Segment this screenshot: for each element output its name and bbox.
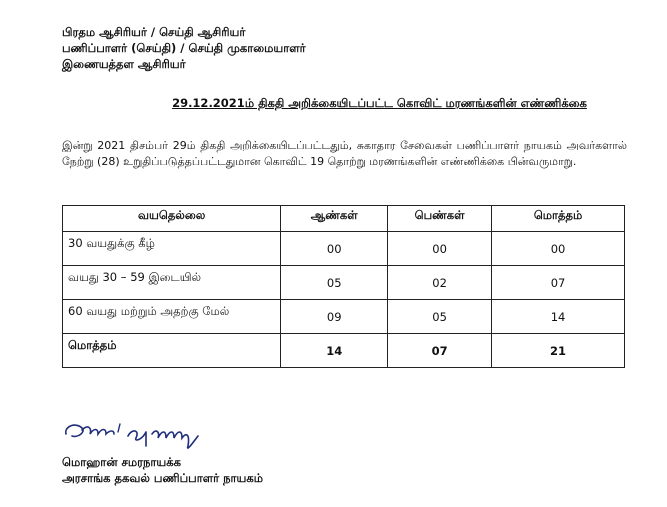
- table-header-row: [63, 206, 625, 232]
- intro-paragraph: இன்று 2021 திசம்பர் 29ம் திகதி அறிக்கையிடப்பட்டதும், சுகாதார சேவைகள் பணிப்பாளர் நாயகம் அவர்களால் நேற்று (28) உறுதிப்படுத்தப்பட்டதுமான கொவிட் 19 தொற்று மரணங்களின் எண்ணிக்கை பின்வருமாறு.: [62, 139, 627, 168]
- signer-title: அரசாங்க தகவல் பணிப்பாளர் நாயகம்: [62, 471, 263, 485]
- age-range-cell: 30 வயதுக்கு கீழ்: [63, 232, 281, 266]
- addressee-block: [62, 24, 306, 72]
- male-total-cell: 14: [281, 334, 388, 368]
- total-cell: 14: [492, 300, 625, 334]
- handwritten-signature: [62, 418, 232, 454]
- table-row: [63, 266, 625, 300]
- addressee-line: இணையத்தள ஆசிரியர்: [62, 57, 186, 71]
- total-label-cell: மொத்தம்: [63, 334, 281, 368]
- signer-name: மொஹான் சமரநாயக்க: [62, 455, 181, 469]
- signer-block: [62, 454, 263, 486]
- female-total-cell: 07: [388, 334, 492, 368]
- male-cell: 00: [281, 232, 388, 266]
- total-cell: 07: [492, 266, 625, 300]
- age-range-cell: வயது 30 – 59 இடையில்: [63, 266, 281, 300]
- header-total: மொத்தம்: [492, 206, 625, 232]
- addressee-line: பணிப்பாளர் (செய்தி) / செய்தி முகாமையாளர்: [62, 41, 306, 55]
- female-cell: 00: [388, 232, 492, 266]
- table-row: [63, 300, 625, 334]
- total-cell: 00: [492, 232, 625, 266]
- male-cell: 09: [281, 300, 388, 334]
- header-age-range: வயதெல்லை: [63, 206, 281, 232]
- male-cell: 05: [281, 266, 388, 300]
- table-row: [63, 232, 625, 266]
- document-title: 29.12.2021ம் திகதி அறிக்கையிடப்பட்ட கொவிட் மரணங்களின் எண்ணிக்கை: [172, 96, 587, 110]
- covid-deaths-table: [62, 205, 625, 368]
- female-cell: 02: [388, 266, 492, 300]
- grand-total-cell: 21: [492, 334, 625, 368]
- header-female: பெண்கள்: [388, 206, 492, 232]
- addressee-line: பிரதம ஆசிரியர் / செய்தி ஆசிரியர்: [62, 25, 246, 39]
- header-male: ஆண்கள்: [281, 206, 388, 232]
- age-range-cell: 60 வயது மற்றும் அதற்கு மேல்: [63, 300, 281, 334]
- female-cell: 05: [388, 300, 492, 334]
- table-total-row: [63, 334, 625, 368]
